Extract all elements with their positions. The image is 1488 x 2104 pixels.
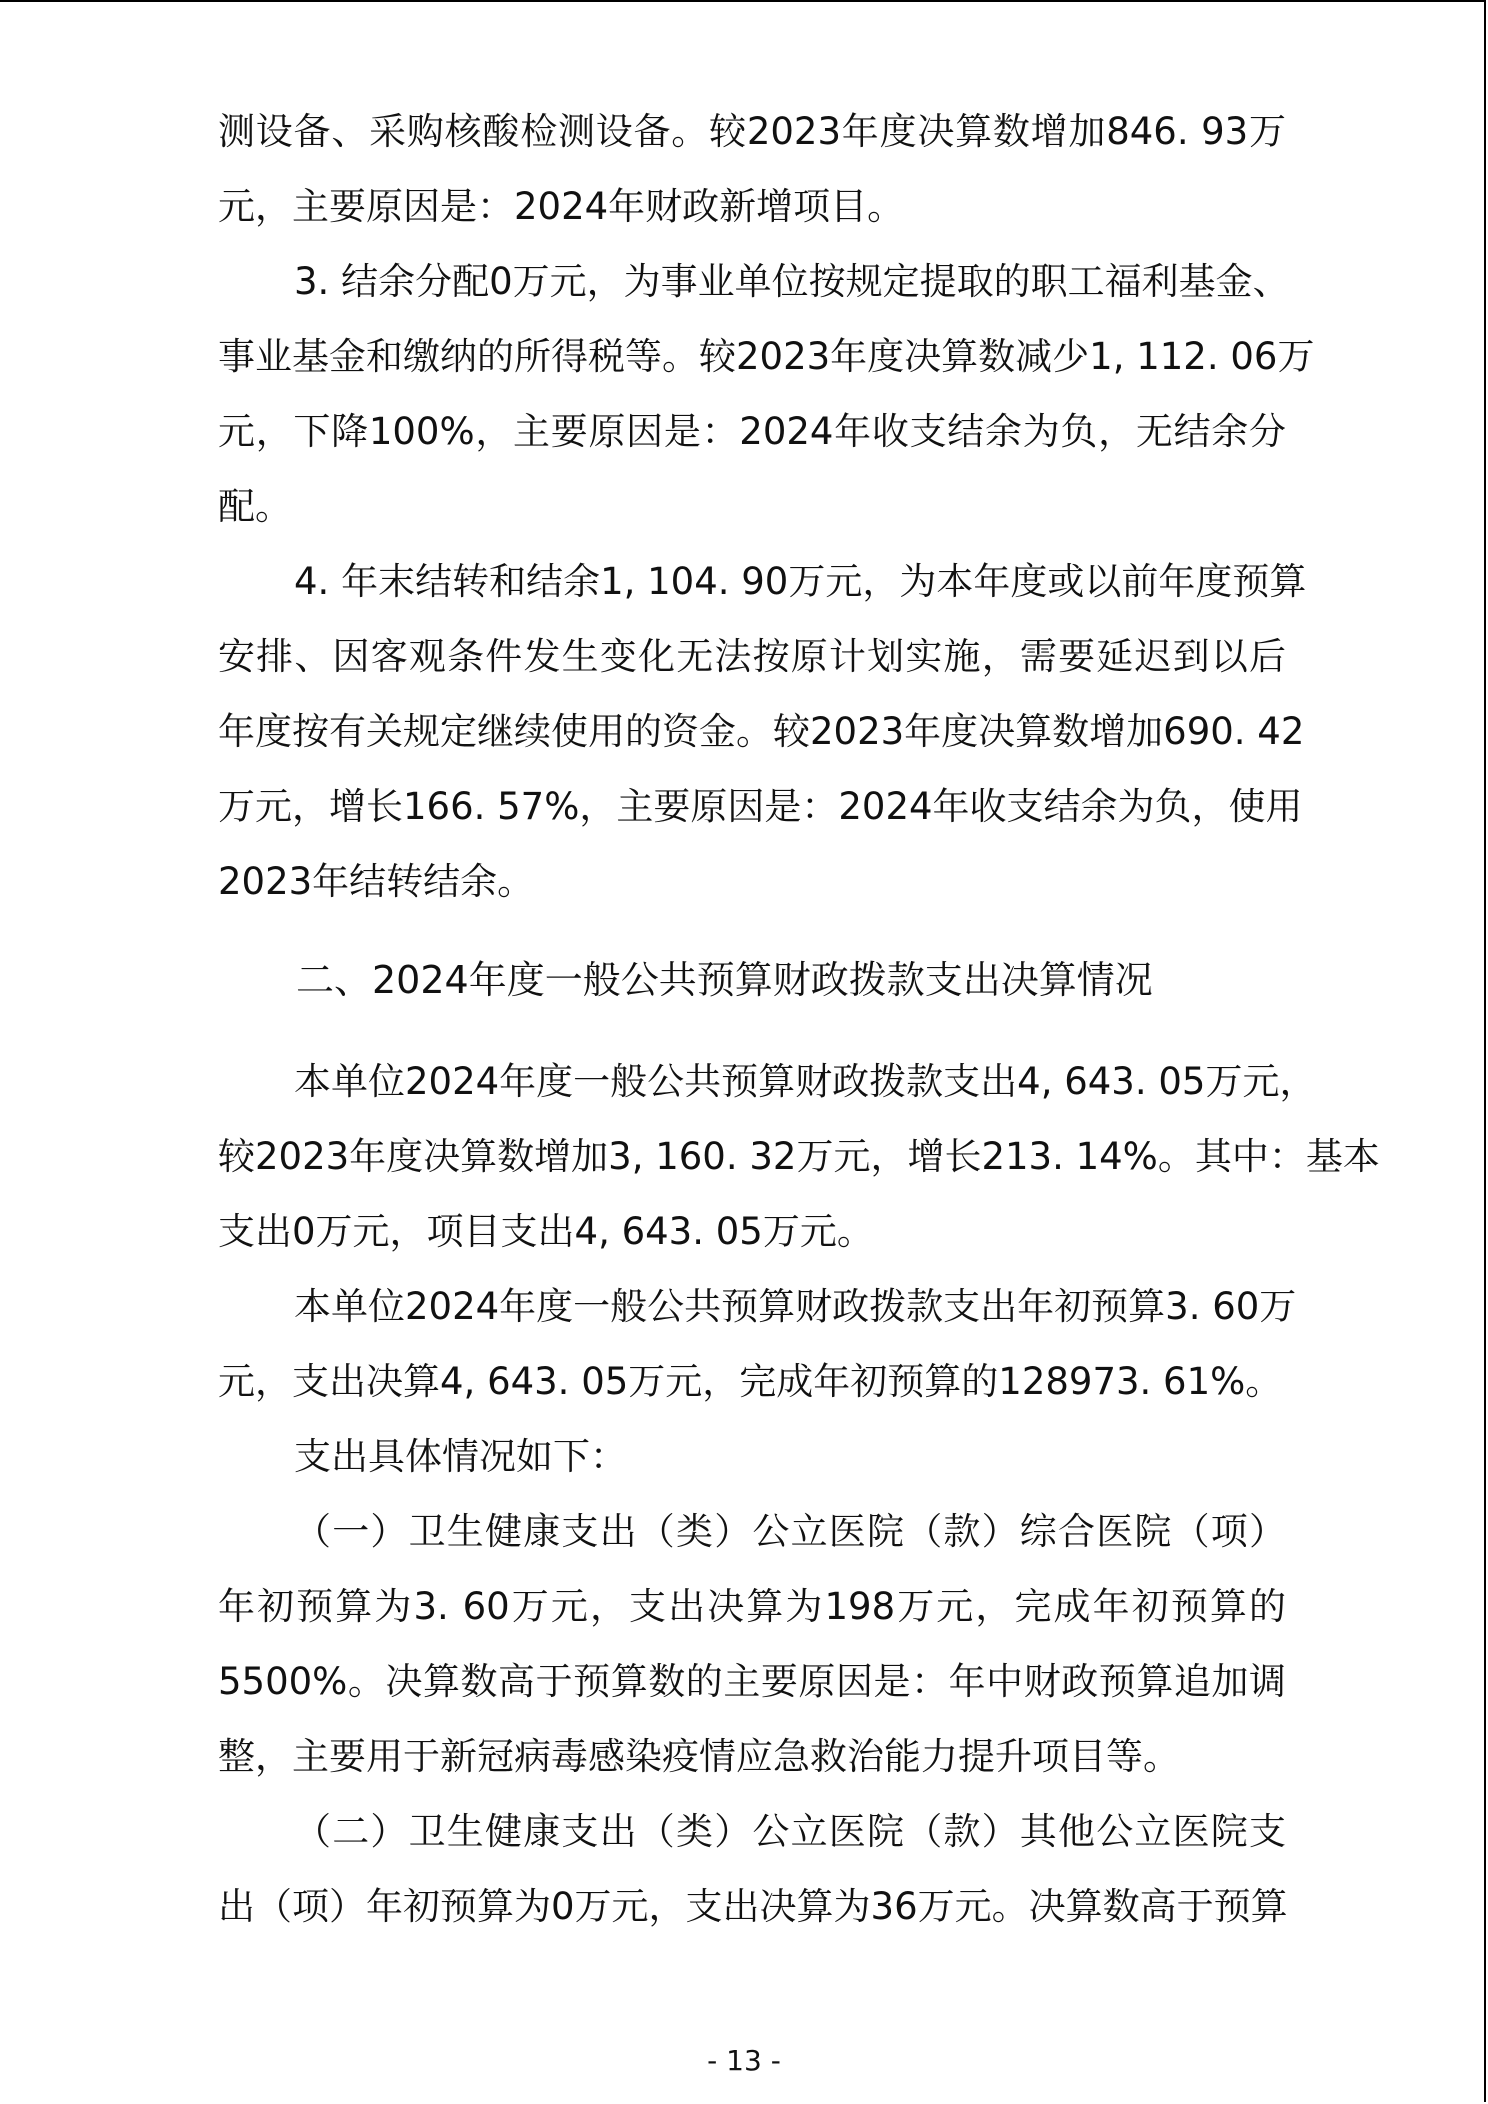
text-line: 安排、因客观条件发生变化无法按原计划实施，需要延迟到以后 bbox=[218, 635, 1286, 678]
text-line: 支出0万元，项目支出4, 643. 05万元。 bbox=[218, 1210, 874, 1253]
text-line: 年初预算为3. 60万元，支出决算为198万元，完成年初预算的 bbox=[218, 1585, 1286, 1628]
document-body bbox=[218, 94, 1380, 1944]
text-line: 2023年结转结余。 bbox=[218, 860, 535, 903]
text-line: 元，下降100%，主要原因是：2024年收支结余为负，无结余分 bbox=[218, 410, 1286, 453]
text-line: 支出具体情况如下： bbox=[294, 1435, 627, 1478]
text-line: 本单位2024年度一般公共预算财政拨款支出4, 643. 05万元， bbox=[294, 1060, 1317, 1103]
text-line: 5500%。决算数高于预算数的主要原因是：年中财政预算追加调 bbox=[218, 1660, 1286, 1703]
text-line: 年度按有关规定继续使用的资金。较2023年度决算数增加690. 42 bbox=[218, 710, 1305, 753]
text-line: 较2023年度决算数增加3, 160. 32万元，增长213. 14%。其中：基本 bbox=[218, 1135, 1380, 1178]
section-heading: 二、2024年度一般公共预算财政拨款支出决算情况 bbox=[296, 958, 1153, 1002]
text-line: 配。 bbox=[218, 485, 292, 528]
text-line: 万元，增长166. 57%，主要原因是：2024年收支结余为负，使用 bbox=[218, 785, 1303, 828]
text-line: 4. 年末结转和结余1, 104. 90万元，为本年度或以前年度预算 bbox=[294, 560, 1307, 603]
text-line: 出（项）年初预算为0万元，支出决算为36万元。决算数高于预算 bbox=[218, 1885, 1288, 1928]
page-number: - 13 - bbox=[707, 2044, 781, 2077]
text-line: 3. 结余分配0万元，为事业单位按规定提取的职工福利基金、 bbox=[294, 260, 1290, 303]
text-line: 本单位2024年度一般公共预算财政拨款支出年初预算3. 60万 bbox=[294, 1285, 1297, 1328]
text-line: 整，主要用于新冠病毒感染疫情应急救治能力提升项目等。 bbox=[218, 1735, 1180, 1778]
text-line: 元，主要原因是：2024年财政新增项目。 bbox=[218, 185, 905, 228]
text-line: 测设备、采购核酸检测设备。较2023年度决算数增加846. 93万 bbox=[218, 110, 1286, 153]
text-line: （一）卫生健康支出（类）公立医院（款）综合医院（项） bbox=[294, 1510, 1286, 1553]
text-line: （二）卫生健康支出（类）公立医院（款）其他公立医院支 bbox=[294, 1810, 1286, 1853]
text-line: 事业基金和缴纳的所得税等。较2023年度决算数减少1, 112. 06万 bbox=[218, 335, 1315, 378]
text-line: 元，支出决算4, 643. 05万元，完成年初预算的128973. 61%。 bbox=[218, 1360, 1283, 1403]
